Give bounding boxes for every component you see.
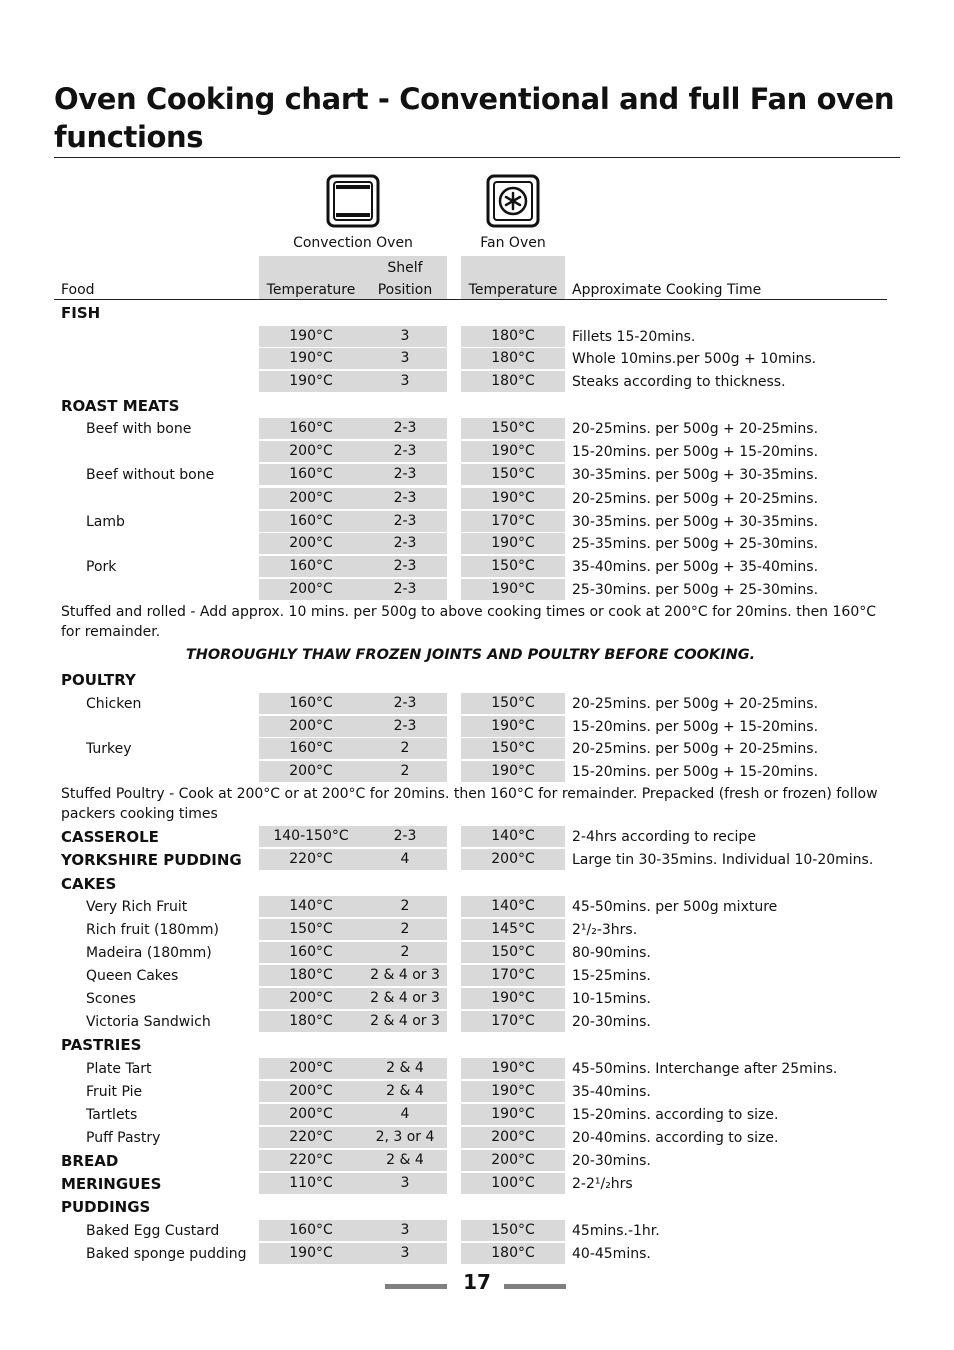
food-name: Lamb: [86, 514, 125, 530]
table-row: [0, 348, 954, 370]
convection-temperature: 160°C: [259, 556, 363, 577]
table-row: [0, 1220, 954, 1242]
cooking-time: 20-25mins. per 500g + 20-25mins.: [572, 741, 819, 757]
convection-oven-icon: [326, 174, 380, 228]
food-name: Beef without bone: [86, 467, 215, 483]
food-name: Fruit Pie: [86, 1084, 143, 1100]
section-heading: FISH: [61, 304, 101, 322]
shelf-position: 2-3: [363, 579, 447, 600]
header-divider: [54, 299, 887, 300]
shelf-position: 2-3: [363, 511, 447, 532]
section-heading: POULTRY: [61, 671, 136, 689]
shelf-position: 2 & 4: [363, 1150, 447, 1171]
table-row: [0, 418, 954, 440]
shelf-position: 4: [363, 849, 447, 870]
convection-temperature: 160°C: [259, 693, 363, 714]
fan-temperature: 150°C: [461, 738, 565, 759]
fan-temperature: 200°C: [461, 1127, 565, 1148]
cooking-time: 35-40mins. per 500g + 35-40mins.: [572, 559, 819, 575]
food-name: CASSEROLE: [61, 828, 159, 846]
shelf-position: 2-3: [363, 533, 447, 554]
convection-temperature: 160°C: [259, 464, 363, 485]
convection-temperature: 200°C: [259, 1058, 363, 1079]
food-name: Very Rich Fruit: [86, 899, 188, 915]
cooking-time: 20-30mins.: [572, 1014, 651, 1030]
table-row: [0, 826, 954, 848]
shelf-position: 2 & 4 or 3: [363, 1011, 447, 1032]
shelf-position: 3: [363, 326, 447, 347]
page-bar-right: [504, 1284, 566, 1289]
section-heading: ROAST MEATS: [61, 397, 180, 415]
shelf-position: 2: [363, 738, 447, 759]
cooking-time: 25-30mins. per 500g + 25-30mins.: [572, 582, 819, 598]
col-header-shelf: Shelf: [387, 260, 423, 276]
convection-temperature: 190°C: [259, 371, 363, 392]
table-row: [0, 371, 954, 393]
cooking-time: 15-20mins. according to size.: [572, 1107, 779, 1123]
shelf-position: 2-3: [363, 556, 447, 577]
cooking-time: Fillets 15-20mins.: [572, 329, 696, 345]
convection-temperature: 200°C: [259, 441, 363, 462]
convection-temperature: 200°C: [259, 533, 363, 554]
table-row: [0, 738, 954, 760]
col-header-time: Approximate Cooking Time: [572, 282, 762, 298]
cooking-time: 20-30mins.: [572, 1153, 651, 1169]
shelf-position: 2 & 4 or 3: [363, 988, 447, 1009]
food-name: YORKSHIRE PUDDING: [61, 851, 242, 869]
shelf-position: 2-3: [363, 693, 447, 714]
shelf-position: 2-3: [363, 488, 447, 509]
cooking-time: 45-50mins. per 500g mixture: [572, 899, 778, 915]
cooking-time: 25-35mins. per 500g + 25-30mins.: [572, 536, 819, 552]
table-row: [0, 464, 954, 486]
table-row: [0, 761, 954, 783]
cooking-time: 30-35mins. per 500g + 30-35mins.: [572, 467, 819, 483]
food-name: Rich fruit (180mm): [86, 922, 219, 938]
convection-temperature: 190°C: [259, 326, 363, 347]
cooking-time: 15-25mins.: [572, 968, 651, 984]
shelf-position: 2: [363, 761, 447, 782]
convection-temperature: 140°C: [259, 896, 363, 917]
convection-temperature: 160°C: [259, 418, 363, 439]
convection-temperature: 200°C: [259, 1104, 363, 1125]
cooking-time: 15-20mins. per 500g + 15-20mins.: [572, 719, 819, 735]
table-row: [0, 326, 954, 348]
fan-temperature: 150°C: [461, 556, 565, 577]
cooking-time: 15-20mins. per 500g + 15-20mins.: [572, 764, 819, 780]
fan-temperature: 180°C: [461, 371, 565, 392]
fan-temperature: 190°C: [461, 1104, 565, 1125]
table-row: [0, 693, 954, 715]
convection-temperature: 160°C: [259, 942, 363, 963]
food-name: Plate Tart: [86, 1061, 152, 1077]
cooking-time: 10-15mins.: [572, 991, 651, 1007]
shelf-position: 3: [363, 348, 447, 369]
shelf-position: 2: [363, 942, 447, 963]
cooking-time: 20-25mins. per 500g + 20-25mins.: [572, 421, 819, 437]
convection-temperature: 160°C: [259, 1220, 363, 1241]
table-row: [0, 988, 954, 1010]
cooking-time: Large tin 30-35mins. Individual 10-20mins.: [572, 852, 874, 868]
page-bar-left: [385, 1284, 447, 1289]
fan-temperature: 150°C: [461, 1220, 565, 1241]
cooking-time: 20-40mins. according to size.: [572, 1130, 779, 1146]
food-name: Madeira (180mm): [86, 945, 212, 961]
table-row: [0, 896, 954, 918]
table-row: [0, 1011, 954, 1033]
section-heading: PUDDINGS: [61, 1198, 151, 1216]
convection-temperature: 200°C: [259, 1081, 363, 1102]
cooking-time: 2-4hrs according to recipe: [572, 829, 756, 845]
cooking-time: 45-50mins. Interchange after 25mins.: [572, 1061, 838, 1077]
fan-temperature: 145°C: [461, 919, 565, 940]
fan-temperature: 150°C: [461, 942, 565, 963]
col-header-temperature: Temperature: [266, 282, 356, 298]
convection-temperature: 190°C: [259, 1243, 363, 1264]
fan-temperature: 190°C: [461, 441, 565, 462]
page-title: Oven Cooking chart - Conventional and full Fan oven functions: [54, 82, 895, 154]
food-name: Queen Cakes: [86, 968, 179, 984]
convection-temperature: 200°C: [259, 761, 363, 782]
cooking-time: 30-35mins. per 500g + 30-35mins.: [572, 514, 819, 530]
cooking-time: 80-90mins.: [572, 945, 651, 961]
cooking-time: 2¹/₂-3hrs.: [572, 922, 638, 938]
stuffed-rolled-note: Stuffed and rolled - Add approx. 10 mins. per 500g to above cooking times or cook at 200°C for 20mins. then 160°C for remainder.: [61, 604, 877, 640]
convection-temperature: 160°C: [259, 738, 363, 759]
cooking-time: 40-45mins.: [572, 1246, 651, 1262]
food-name: Baked Egg Custard: [86, 1223, 220, 1239]
convection-oven-label: Convection Oven: [293, 235, 413, 251]
fan-temperature: 190°C: [461, 488, 565, 509]
shelf-position: 2: [363, 896, 447, 917]
col-header-fan-temperature: Temperature: [468, 282, 558, 298]
table-row: [0, 1058, 954, 1080]
convection-temperature: 220°C: [259, 1127, 363, 1148]
table-row: [0, 579, 954, 601]
food-name: Pork: [86, 559, 117, 575]
fan-temperature: 190°C: [461, 716, 565, 737]
fan-temperature: 180°C: [461, 326, 565, 347]
shelf-position: 2 & 4 or 3: [363, 965, 447, 986]
section-heading: CAKES: [61, 875, 117, 893]
convection-temperature: 200°C: [259, 988, 363, 1009]
table-row: [0, 919, 954, 941]
food-name: Tartlets: [86, 1107, 138, 1123]
shelf-position: 2-3: [363, 826, 447, 847]
stuffed-poultry-note: Stuffed Poultry - Cook at 200°C or at 200°C for 20mins. then 160°C for remainder. Prepacked (fresh or frozen) follow packers cooking times: [61, 786, 878, 822]
col-header-food: Food: [61, 282, 95, 298]
shelf-position: 2 & 4: [363, 1081, 447, 1102]
cooking-time: Steaks according to thickness.: [572, 374, 786, 390]
convection-temperature: 160°C: [259, 511, 363, 532]
table-row: [0, 441, 954, 463]
cooking-time: 20-25mins. per 500g + 20-25mins.: [572, 491, 819, 507]
fan-temperature: 190°C: [461, 533, 565, 554]
shelf-position: 2-3: [363, 441, 447, 462]
food-name: MERINGUES: [61, 1175, 162, 1193]
shelf-position: 2 & 4: [363, 1058, 447, 1079]
shelf-position: 2-3: [363, 418, 447, 439]
table-row: [0, 533, 954, 555]
fan-temperature: 190°C: [461, 761, 565, 782]
food-name: Victoria Sandwich: [86, 1014, 211, 1030]
food-name: Scones: [86, 991, 136, 1007]
food-name: Chicken: [86, 696, 142, 712]
convection-temperature: 200°C: [259, 716, 363, 737]
cooking-time: 15-20mins. per 500g + 15-20mins.: [572, 444, 819, 460]
table-row: [0, 488, 954, 510]
convection-temperature: 110°C: [259, 1173, 363, 1194]
convection-temperature: 200°C: [259, 579, 363, 600]
fan-temperature: 150°C: [461, 464, 565, 485]
food-name: Baked sponge pudding: [86, 1246, 247, 1262]
fan-temperature: 100°C: [461, 1173, 565, 1194]
table-row: [0, 942, 954, 964]
convection-temperature: 190°C: [259, 348, 363, 369]
shelf-position: 3: [363, 1243, 447, 1264]
convection-temperature: 140-150°C: [259, 826, 363, 847]
fan-temperature: 170°C: [461, 1011, 565, 1032]
section-heading: PASTRIES: [61, 1036, 142, 1054]
convection-temperature: 200°C: [259, 488, 363, 509]
title-divider: [54, 157, 900, 158]
shelf-position: 2: [363, 919, 447, 940]
fan-oven-label: Fan Oven: [480, 235, 546, 251]
table-row: [0, 511, 954, 533]
fan-temperature: 200°C: [461, 849, 565, 870]
shelf-position: 4: [363, 1104, 447, 1125]
table-row: [0, 965, 954, 987]
table-row: [0, 556, 954, 578]
cooking-time: 20-25mins. per 500g + 20-25mins.: [572, 696, 819, 712]
cooking-time: 2-2¹/₂hrs: [572, 1176, 633, 1192]
table-row: [0, 849, 954, 871]
table-row: [0, 716, 954, 738]
convection-temperature: 220°C: [259, 849, 363, 870]
thaw-warning: THOROUGHLY THAW FROZEN JOINTS AND POULTRY BEFORE COOKING.: [185, 647, 756, 663]
fan-temperature: 140°C: [461, 896, 565, 917]
fan-temperature: 180°C: [461, 1243, 565, 1264]
fan-temperature: 180°C: [461, 348, 565, 369]
cooking-time: Whole 10mins.per 500g + 10mins.: [572, 351, 817, 367]
food-name: Beef with bone: [86, 421, 192, 437]
fan-temperature: 150°C: [461, 693, 565, 714]
shelf-position: 2, 3 or 4: [363, 1127, 447, 1148]
fan-temperature: 190°C: [461, 1058, 565, 1079]
fan-temperature: 140°C: [461, 826, 565, 847]
col-header-position: Position: [377, 282, 433, 298]
fan-temperature: 190°C: [461, 1081, 565, 1102]
table-row: [0, 1150, 954, 1172]
food-name: Puff Pastry: [86, 1130, 161, 1146]
fan-temperature: 190°C: [461, 579, 565, 600]
cooking-time: 35-40mins.: [572, 1084, 651, 1100]
shelf-position: 3: [363, 371, 447, 392]
convection-temperature: 220°C: [259, 1150, 363, 1171]
table-row: [0, 1104, 954, 1126]
fan-temperature: 170°C: [461, 965, 565, 986]
convection-temperature: 180°C: [259, 965, 363, 986]
fan-temperature: 200°C: [461, 1150, 565, 1171]
table-row: [0, 1173, 954, 1195]
fan-oven-icon: [486, 174, 540, 228]
food-name: BREAD: [61, 1152, 119, 1170]
fan-temperature: 190°C: [461, 988, 565, 1009]
table-row: [0, 1081, 954, 1103]
shelf-position: 3: [363, 1173, 447, 1194]
convection-temperature: 180°C: [259, 1011, 363, 1032]
fan-temperature: 150°C: [461, 418, 565, 439]
cooking-time: 45mins.-1hr.: [572, 1223, 660, 1239]
table-row: [0, 1127, 954, 1149]
table-row: [0, 1243, 954, 1265]
food-name: Turkey: [86, 741, 132, 757]
shelf-position: 3: [363, 1220, 447, 1241]
shelf-position: 2-3: [363, 464, 447, 485]
page-number: 17: [463, 1270, 491, 1294]
fan-temperature: 170°C: [461, 511, 565, 532]
shelf-position: 2-3: [363, 716, 447, 737]
convection-temperature: 150°C: [259, 919, 363, 940]
